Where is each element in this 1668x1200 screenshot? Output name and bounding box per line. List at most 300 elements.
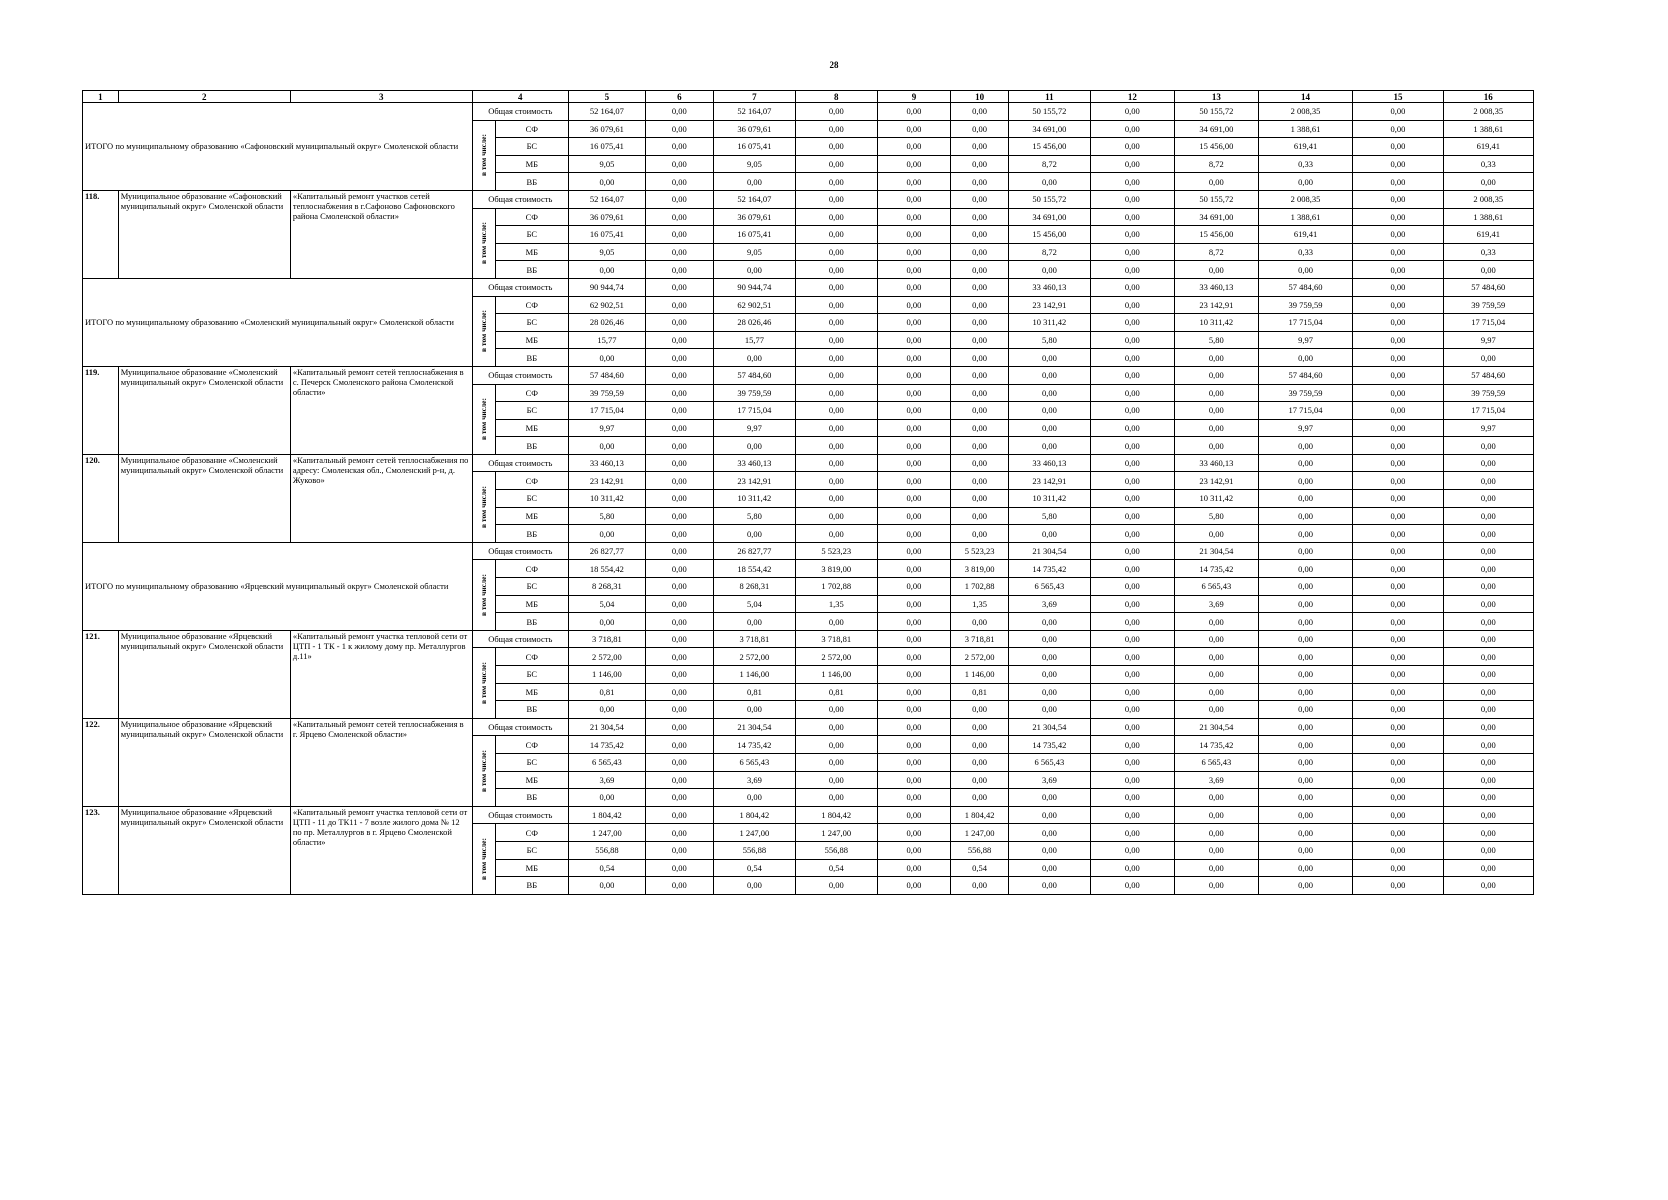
total-row [83,278,1534,296]
value-cell: 0,00 [645,666,713,684]
value-cell: 15,77 [569,331,646,349]
value-cell: 0,00 [1353,138,1443,156]
value-cell: 0,00 [951,226,1009,244]
value-cell: 0,00 [569,525,646,543]
funding-source-label: МБ [495,243,568,261]
including-text: в том числе: [478,574,488,617]
value-cell: 0,00 [1353,296,1443,314]
funding-source-label: СФ [495,648,568,666]
value-cell: 0,00 [1090,666,1174,684]
value-cell: 0,00 [795,384,877,402]
value-cell: 0,00 [1353,666,1443,684]
value-cell: 556,88 [951,841,1009,859]
value-cell: 0,00 [877,824,950,842]
value-cell: 0,00 [877,155,950,173]
funding-source-label: СФ [495,296,568,314]
value-cell: 0,00 [645,648,713,666]
total-row [83,542,1534,560]
value-cell: 0,00 [795,314,877,332]
value-cell: 0,00 [645,243,713,261]
value-cell: 57 484,60 [1443,366,1533,384]
item-number: 121. [83,630,119,718]
value-cell: 16 075,41 [569,138,646,156]
cost-type-label: Общая стоимость [472,454,569,472]
cost-type-label: Общая стоимость [472,542,569,560]
municipality-name: Муниципальное образование «Смоленский муниципальный округ» Смоленской области [118,366,290,454]
value-cell: 90 944,74 [713,278,795,296]
value-cell: 0,00 [1174,613,1258,631]
value-cell: 17 715,04 [1258,314,1352,332]
value-cell: 0,00 [951,366,1009,384]
work-description: «Капитальный ремонт участка тепловой сети от ЦТП - 1 ТК - 1 к жилому дому пр. Металлургов д.11» [290,630,472,718]
funding-source-label: МБ [495,771,568,789]
value-cell: 0,00 [1090,718,1174,736]
value-cell: 0,00 [1443,824,1533,842]
value-cell: 0,00 [1443,841,1533,859]
value-cell: 0,00 [645,701,713,719]
value-cell: 0,00 [569,437,646,455]
value-cell: 0,00 [569,789,646,807]
value-cell: 0,00 [1090,155,1174,173]
value-cell: 0,00 [951,314,1009,332]
value-cell: 9,05 [569,243,646,261]
value-cell: 0,00 [1353,454,1443,472]
value-cell: 0,00 [795,613,877,631]
value-cell: 0,00 [645,384,713,402]
value-cell: 0,00 [645,736,713,754]
funding-source-label: БС [495,841,568,859]
value-cell: 0,00 [1443,437,1533,455]
value-cell: 0,00 [877,648,950,666]
funding-source-label: БС [495,578,568,596]
value-cell: 0,00 [1258,507,1352,525]
value-cell: 0,00 [951,472,1009,490]
value-cell: 0,00 [1353,103,1443,121]
value-cell: 0,00 [951,490,1009,508]
value-cell: 15 456,00 [1008,226,1090,244]
column-number: 4 [472,91,569,103]
value-cell: 57 484,60 [713,366,795,384]
value-cell: 3,69 [1008,771,1090,789]
value-cell: 14 735,42 [1174,736,1258,754]
value-cell: 0,00 [1443,789,1533,807]
value-cell: 0,00 [1090,841,1174,859]
value-cell: 28 026,46 [713,314,795,332]
value-cell: 0,00 [951,701,1009,719]
cost-type-label: Общая стоимость [472,806,569,824]
municipality-name: Муниципальное образование «Ярцевский муниципальный округ» Смоленской области [118,630,290,718]
value-cell: 1 804,42 [951,806,1009,824]
funding-source-label: СФ [495,120,568,138]
value-cell: 0,00 [951,349,1009,367]
value-cell: 0,00 [1353,349,1443,367]
funding-source-label: МБ [495,595,568,613]
value-cell: 0,00 [569,173,646,191]
value-cell: 2 008,35 [1443,190,1533,208]
value-cell: 33 460,13 [1174,454,1258,472]
value-cell: 0,00 [645,806,713,824]
value-cell: 0,00 [795,701,877,719]
value-cell: 0,81 [795,683,877,701]
value-cell: 0,00 [951,877,1009,895]
value-cell: 0,00 [951,437,1009,455]
including-text: в том числе: [478,662,488,705]
value-cell: 0,00 [877,718,950,736]
value-cell: 0,00 [795,208,877,226]
value-cell: 0,00 [877,261,950,279]
value-cell: 1,35 [795,595,877,613]
value-cell: 0,00 [1443,666,1533,684]
total-row [83,103,1534,121]
value-cell: 0,00 [1353,314,1443,332]
value-cell: 9,97 [1258,331,1352,349]
including-text: в том числе: [478,310,488,353]
column-number: 2 [118,91,290,103]
value-cell: 0,00 [951,173,1009,191]
value-cell: 8,72 [1008,155,1090,173]
value-cell: 0,00 [1258,683,1352,701]
value-cell: 9,97 [1443,419,1533,437]
value-cell: 0,00 [1090,349,1174,367]
value-cell: 0,00 [877,226,950,244]
value-cell: 34 691,00 [1174,120,1258,138]
value-cell: 0,00 [1090,736,1174,754]
funding-source-label: БС [495,226,568,244]
cost-type-label: Общая стоимость [472,190,569,208]
value-cell: 21 304,54 [1174,542,1258,560]
value-cell: 18 554,42 [713,560,795,578]
value-cell: 0,00 [1353,753,1443,771]
value-cell: 0,00 [645,331,713,349]
value-cell: 0,00 [795,173,877,191]
value-cell: 0,00 [1353,630,1443,648]
value-cell: 0,00 [1008,683,1090,701]
cost-type-label: Общая стоимость [472,103,569,121]
value-cell: 33 460,13 [569,454,646,472]
value-cell: 0,00 [1008,402,1090,420]
value-cell: 0,00 [645,771,713,789]
value-cell: 0,00 [795,278,877,296]
value-cell: 0,00 [1353,261,1443,279]
value-cell: 0,00 [1353,877,1443,895]
value-cell: 0,00 [645,155,713,173]
value-cell: 0,00 [1090,753,1174,771]
value-cell: 23 142,91 [713,472,795,490]
value-cell: 0,00 [1443,261,1533,279]
value-cell: 0,00 [645,120,713,138]
value-cell: 9,05 [713,155,795,173]
value-cell: 0,00 [795,507,877,525]
value-cell: 23 142,91 [1008,296,1090,314]
value-cell: 0,00 [1258,560,1352,578]
value-cell: 0,00 [1353,560,1443,578]
value-cell: 0,00 [569,261,646,279]
value-cell: 0,00 [877,542,950,560]
value-cell: 1 247,00 [951,824,1009,842]
value-cell: 0,00 [1258,542,1352,560]
value-cell: 0,00 [1174,841,1258,859]
value-cell: 6 565,43 [569,753,646,771]
value-cell: 0,00 [645,437,713,455]
value-cell: 0,00 [1174,648,1258,666]
value-cell: 0,00 [1174,666,1258,684]
value-cell: 0,00 [645,138,713,156]
value-cell: 0,00 [1258,877,1352,895]
value-cell: 3 819,00 [951,560,1009,578]
value-cell: 0,00 [645,789,713,807]
value-cell: 0,00 [951,525,1009,543]
value-cell: 2 008,35 [1258,103,1352,121]
value-cell: 0,00 [1353,331,1443,349]
work-description: «Капитальный ремонт участка тепловой сети от ЦТП - 11 до ТК11 - 7 возле жилого дома № 12 по пр. Металлургов в г. Ярцево Смоленской области» [290,806,472,894]
value-cell: 21 304,54 [1008,542,1090,560]
value-cell: 0,00 [1258,648,1352,666]
column-number: 3 [290,91,472,103]
column-number: 12 [1090,91,1174,103]
value-cell: 0,00 [951,402,1009,420]
value-cell: 2 572,00 [951,648,1009,666]
including-label [472,736,495,806]
value-cell: 26 827,77 [713,542,795,560]
including-label [472,208,495,278]
value-cell: 16 075,41 [713,138,795,156]
value-cell: 17 715,04 [1443,314,1533,332]
value-cell: 0,00 [1258,613,1352,631]
value-cell: 39 759,59 [1258,296,1352,314]
value-cell: 0,00 [877,490,950,508]
value-cell: 0,00 [1090,314,1174,332]
work-description: «Капитальный ремонт сетей теплоснабжения в с. Печерск Смоленского района Смоленской области» [290,366,472,454]
value-cell: 52 164,07 [713,103,795,121]
value-cell: 0,00 [1090,331,1174,349]
value-cell: 0,54 [569,859,646,877]
value-cell: 5 523,23 [951,542,1009,560]
value-cell: 0,00 [1008,630,1090,648]
value-cell: 57 484,60 [1258,366,1352,384]
value-cell: 1 804,42 [569,806,646,824]
funding-source-label: МБ [495,155,568,173]
item-row [83,454,1534,472]
value-cell: 0,00 [795,771,877,789]
value-cell: 0,00 [1258,789,1352,807]
work-description: «Капитальный ремонт сетей теплоснабжения по адресу: Смоленская обл., Смоленский р-н, д. Жуково» [290,454,472,542]
value-cell: 0,81 [951,683,1009,701]
value-cell: 0,00 [1258,454,1352,472]
value-cell: 0,00 [1353,525,1443,543]
value-cell: 5,80 [1174,331,1258,349]
value-cell: 0,00 [645,314,713,332]
value-cell: 0,00 [951,208,1009,226]
cost-type-label: Общая стоимость [472,278,569,296]
cost-type-label: Общая стоимость [472,366,569,384]
value-cell: 1 247,00 [713,824,795,842]
value-cell: 1 388,61 [1258,208,1352,226]
funding-source-label: СФ [495,472,568,490]
value-cell: 0,00 [1258,472,1352,490]
value-cell: 0,00 [1258,595,1352,613]
value-cell: 0,00 [877,472,950,490]
value-cell: 0,00 [951,419,1009,437]
value-cell: 2 008,35 [1258,190,1352,208]
value-cell: 0,00 [1443,648,1533,666]
funding-source-label: СФ [495,384,568,402]
cost-type-label: Общая стоимость [472,630,569,648]
value-cell: 0,00 [1008,806,1090,824]
value-cell: 10 311,42 [569,490,646,508]
value-cell: 3,69 [1174,771,1258,789]
including-text: в том числе: [478,750,488,793]
value-cell: 5,04 [713,595,795,613]
value-cell: 0,00 [1443,718,1533,736]
value-cell: 34 691,00 [1008,208,1090,226]
including-label [472,296,495,366]
value-cell: 0,00 [1353,437,1443,455]
column-number: 16 [1443,91,1533,103]
value-cell: 0,00 [877,507,950,525]
value-cell: 0,00 [1258,824,1352,842]
value-cell: 0,00 [645,683,713,701]
value-cell: 57 484,60 [1258,278,1352,296]
value-cell: 14 735,42 [713,736,795,754]
value-cell: 0,00 [1174,384,1258,402]
value-cell: 36 079,61 [569,208,646,226]
value-cell: 0,00 [951,120,1009,138]
value-cell: 0,00 [1174,859,1258,877]
value-cell: 0,00 [1353,490,1443,508]
value-cell: 0,00 [877,331,950,349]
value-cell: 0,00 [951,138,1009,156]
value-cell: 0,00 [1353,402,1443,420]
item-row [83,718,1534,736]
cost-type-label: Общая стоимость [472,718,569,736]
value-cell: 0,00 [1090,683,1174,701]
value-cell: 17 715,04 [569,402,646,420]
work-description: «Капитальный ремонт участков сетей теплоснабжения в г.Сафоново Сафоновского района Смоленской области» [290,190,472,278]
value-cell: 0,00 [877,103,950,121]
value-cell: 0,00 [1090,454,1174,472]
column-number: 14 [1258,91,1352,103]
value-cell: 5,80 [1008,331,1090,349]
including-text: в том числе: [478,398,488,441]
value-cell: 39 759,59 [713,384,795,402]
value-cell: 0,00 [1258,701,1352,719]
value-cell: 0,00 [645,349,713,367]
value-cell: 0,00 [645,472,713,490]
value-cell: 0,00 [1008,824,1090,842]
funding-source-label: БС [495,138,568,156]
value-cell: 0,00 [1090,595,1174,613]
value-cell: 0,00 [645,490,713,508]
item-row [83,366,1534,384]
value-cell: 0,00 [795,877,877,895]
value-cell: 3,69 [1174,595,1258,613]
value-cell: 0,00 [1090,648,1174,666]
value-cell: 0,00 [877,789,950,807]
value-cell: 62 902,51 [713,296,795,314]
value-cell: 0,00 [1008,525,1090,543]
value-cell: 0,00 [1090,261,1174,279]
value-cell: 0,33 [1258,155,1352,173]
value-cell: 0,00 [795,736,877,754]
including-text: в том числе: [478,222,488,265]
value-cell: 0,00 [795,402,877,420]
value-cell: 39 759,59 [569,384,646,402]
value-cell: 0,00 [1008,419,1090,437]
value-cell: 0,00 [1353,841,1443,859]
value-cell: 0,00 [1090,296,1174,314]
value-cell: 9,05 [569,155,646,173]
value-cell: 0,00 [877,314,950,332]
value-cell: 0,00 [951,243,1009,261]
value-cell: 0,00 [645,507,713,525]
value-cell: 0,00 [1008,613,1090,631]
item-number: 122. [83,718,119,806]
value-cell: 0,00 [1090,701,1174,719]
value-cell: 0,00 [1443,771,1533,789]
value-cell: 0,00 [1090,278,1174,296]
value-cell: 0,00 [1353,648,1443,666]
value-cell: 23 142,91 [1008,472,1090,490]
value-cell: 39 759,59 [1443,384,1533,402]
value-cell: 0,00 [877,806,950,824]
value-cell: 0,00 [1443,877,1533,895]
value-cell: 0,00 [795,138,877,156]
funding-source-label: СФ [495,736,568,754]
value-cell: 1 146,00 [795,666,877,684]
value-cell: 0,00 [951,454,1009,472]
value-cell: 0,00 [877,190,950,208]
funding-source-label: БС [495,490,568,508]
value-cell: 0,00 [877,683,950,701]
value-cell: 33 460,13 [1008,454,1090,472]
value-cell: 10 311,42 [713,490,795,508]
value-cell: 0,00 [951,507,1009,525]
value-cell: 0,00 [1258,349,1352,367]
value-cell: 0,00 [1353,542,1443,560]
value-cell: 0,00 [1090,877,1174,895]
value-cell: 0,00 [877,877,950,895]
value-cell: 0,00 [951,771,1009,789]
value-cell: 619,41 [1258,138,1352,156]
page-number: 28 [829,60,839,70]
value-cell: 33 460,13 [1008,278,1090,296]
value-cell: 0,00 [1258,490,1352,508]
value-cell: 0,00 [1258,173,1352,191]
value-cell: 0,00 [1090,771,1174,789]
value-cell: 15 456,00 [1174,226,1258,244]
funding-source-label: МБ [495,683,568,701]
value-cell: 0,00 [795,419,877,437]
including-text: в том числе: [478,134,488,177]
value-cell: 0,00 [1258,859,1352,877]
value-cell: 0,00 [1258,525,1352,543]
value-cell: 0,00 [1090,208,1174,226]
value-cell: 0,00 [951,155,1009,173]
value-cell: 0,00 [1090,437,1174,455]
value-cell: 0,00 [1353,701,1443,719]
value-cell: 0,00 [877,613,950,631]
value-cell: 9,97 [1443,331,1533,349]
value-cell: 0,00 [1443,630,1533,648]
value-cell: 9,05 [713,243,795,261]
value-cell: 0,00 [1443,349,1533,367]
value-cell: 0,00 [795,490,877,508]
value-cell: 0,00 [1090,613,1174,631]
value-cell: 0,00 [795,366,877,384]
value-cell: 21 304,54 [713,718,795,736]
value-cell: 0,00 [1174,402,1258,420]
value-cell: 0,00 [1090,226,1174,244]
